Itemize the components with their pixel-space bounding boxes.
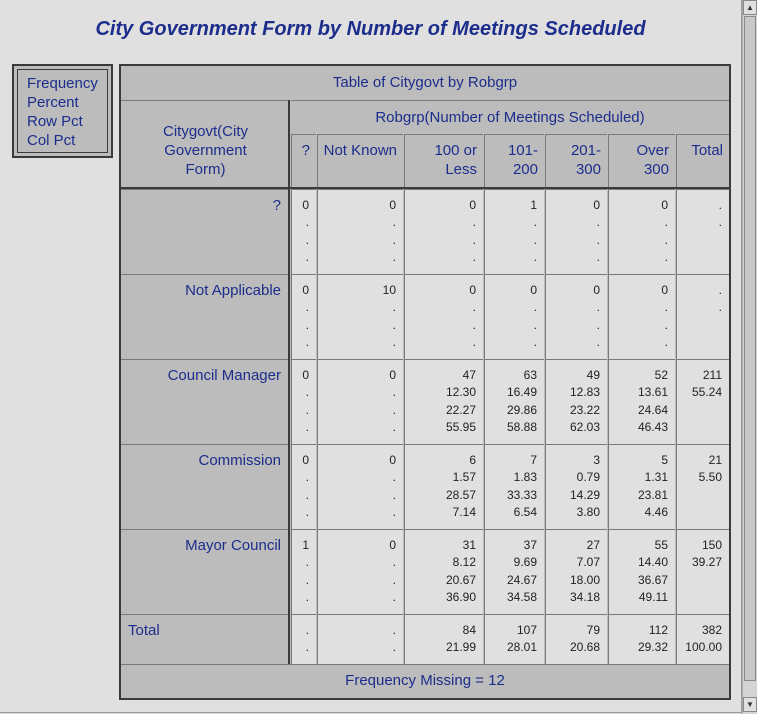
column-header	[676, 134, 729, 187]
column-variable-label: Robgrp(Number of Meetings Scheduled)	[375, 109, 645, 126]
cell-value: .	[392, 317, 396, 332]
cell-value: 1.31	[644, 470, 668, 485]
table-cell	[484, 529, 544, 614]
cell-value: .	[472, 300, 476, 315]
vertical-scrollbar[interactable]	[742, 0, 757, 714]
cell-value: 29.32	[637, 640, 668, 655]
table-cell	[484, 444, 544, 529]
column-header-label: Not Known	[323, 142, 397, 159]
table-cell	[291, 444, 316, 529]
cell-value: 12.83	[569, 385, 600, 400]
cell-value: 0	[389, 538, 396, 552]
cell-value: .	[392, 215, 396, 230]
cell-value: 0	[302, 198, 309, 212]
cell-value: 36.67	[637, 572, 668, 587]
cell-value: .	[472, 232, 476, 247]
table-cell	[545, 614, 607, 664]
table-cell	[608, 359, 675, 444]
cell-value: 52	[654, 368, 668, 382]
cell-value: 1.57	[452, 470, 476, 485]
column-header-label: 201-300	[570, 142, 601, 178]
row-label: Council Manager	[167, 367, 281, 384]
legend-item: Frequency	[27, 75, 98, 92]
row-label: Total	[128, 622, 160, 639]
table-cell	[291, 359, 316, 444]
scroll-down-icon[interactable]: ▼	[743, 697, 757, 712]
cell-value: .	[718, 198, 722, 212]
cell-value: 47	[462, 368, 476, 382]
cell-value: .	[664, 249, 668, 264]
cell-value: .	[305, 419, 309, 434]
table-cell	[404, 444, 483, 529]
cell-value: 27	[586, 538, 600, 552]
row-label: Commission	[198, 452, 281, 469]
cell-value: 29.86	[506, 402, 537, 417]
cell-value: .	[392, 487, 396, 502]
cell-value: 112	[648, 623, 668, 637]
cell-value: 46.43	[637, 419, 668, 434]
cell-value: 28.01	[506, 640, 537, 655]
cell-value: .	[718, 215, 722, 230]
cell-value: .	[664, 334, 668, 349]
cell-value: .	[533, 334, 537, 349]
cell-value: .	[305, 589, 309, 604]
legend-item: Row Pct	[27, 113, 83, 130]
cell-value: 49.11	[638, 589, 668, 604]
cell-value: 14.29	[569, 487, 600, 502]
cell-value: 0	[389, 453, 396, 467]
column-header	[291, 134, 316, 187]
cell-value: .	[305, 249, 309, 264]
cell-value: 5.50	[698, 470, 722, 485]
column-header-label: 100 or Less	[434, 142, 477, 178]
cell-value: .	[392, 640, 396, 655]
column-header	[608, 134, 675, 187]
row-variable-label: Citygovt(City Government Form)	[162, 123, 248, 178]
table-cell	[404, 189, 483, 274]
column-header	[545, 134, 607, 187]
cell-value: 20.68	[569, 640, 600, 655]
cell-value: .	[472, 249, 476, 264]
cell-value: 3	[593, 453, 600, 467]
cell-value: .	[392, 249, 396, 264]
cell-value: 21	[708, 453, 722, 467]
cell-value: 100.00	[685, 640, 722, 655]
cell-value: 0	[302, 368, 309, 382]
row-variable-header	[121, 100, 290, 187]
cell-value: .	[596, 334, 600, 349]
column-header-label: Total	[691, 142, 723, 159]
cell-value: .	[305, 385, 309, 400]
cell-value: 0	[661, 198, 668, 212]
cell-value: 6.54	[513, 504, 537, 519]
cell-value: 24.64	[637, 402, 668, 417]
table-caption-text: Table of Citygovt by Robgrp	[332, 74, 518, 91]
row-header	[121, 529, 288, 614]
cell-value: .	[596, 215, 600, 230]
table-cell	[545, 274, 607, 359]
row-label: Not Applicable	[185, 282, 281, 299]
cell-value: 0	[593, 283, 600, 297]
table-cell	[317, 444, 403, 529]
cell-value: .	[305, 504, 309, 519]
table-cell	[404, 614, 483, 664]
column-header-label: 101-200	[507, 142, 538, 178]
cell-value: 0	[302, 283, 309, 297]
cell-value: 1	[530, 198, 537, 212]
table-cell	[291, 189, 316, 274]
table-cell	[608, 529, 675, 614]
cell-value: 12.30	[445, 385, 476, 400]
cell-value: .	[533, 232, 537, 247]
cell-value: 150	[701, 538, 722, 552]
column-header	[484, 134, 544, 187]
cell-value: .	[305, 300, 309, 315]
table-cell	[608, 189, 675, 274]
cell-value: 0	[389, 368, 396, 382]
cell-value: .	[533, 300, 537, 315]
table-cell	[291, 614, 316, 664]
cell-value: .	[392, 232, 396, 247]
cell-value: .	[392, 470, 396, 485]
cell-value: 23.81	[637, 487, 668, 502]
table-footer	[121, 664, 729, 696]
cell-value: 211	[702, 368, 722, 382]
cell-value: 14.40	[637, 555, 668, 570]
cell-value: 37	[523, 538, 537, 552]
cell-value: 0	[469, 283, 476, 297]
table-cell	[608, 444, 675, 529]
cell-value: 58.88	[506, 419, 537, 434]
cell-value: 0	[469, 198, 476, 212]
cell-value: .	[718, 300, 722, 315]
cell-value: .	[392, 300, 396, 315]
cell-value: .	[392, 589, 396, 604]
cell-value: .	[533, 215, 537, 230]
cell-value: 18.00	[569, 572, 600, 587]
cell-value: .	[664, 232, 668, 247]
table-cell	[608, 614, 675, 664]
cell-value: .	[664, 300, 668, 315]
cell-value: 3.80	[576, 504, 600, 519]
cell-value: .	[533, 249, 537, 264]
table-cell	[317, 189, 403, 274]
column-header	[317, 134, 403, 187]
cell-value: .	[305, 232, 309, 247]
table-cell	[545, 189, 607, 274]
cell-value: 55.95	[445, 419, 476, 434]
cell-value: .	[392, 334, 396, 349]
table-cell	[676, 444, 729, 529]
cell-value: .	[533, 317, 537, 332]
cell-value: 20.67	[445, 572, 476, 587]
cell-value: 55.24	[691, 385, 722, 400]
cell-contents-legend	[12, 64, 113, 158]
cell-value: .	[305, 470, 309, 485]
cell-value: 34.58	[506, 589, 537, 604]
table-cell	[676, 614, 729, 664]
cell-value: 23.22	[569, 402, 600, 417]
cell-value: .	[596, 317, 600, 332]
cell-value: 49	[586, 368, 600, 382]
cell-value: 6	[469, 453, 476, 467]
cell-value: 0	[302, 453, 309, 467]
cell-value: 24.67	[506, 572, 537, 587]
cell-value: 31	[462, 538, 476, 552]
cell-value: 382	[701, 623, 722, 637]
table-cell	[317, 274, 403, 359]
cell-value: .	[392, 504, 396, 519]
cell-value: 10	[382, 283, 396, 297]
cell-value: 62.03	[569, 419, 600, 434]
table-cell	[484, 189, 544, 274]
cell-value: .	[664, 215, 668, 230]
cell-value: 8.12	[452, 555, 476, 570]
scroll-up-icon[interactable]: ▲	[743, 0, 757, 15]
table-cell	[484, 614, 544, 664]
cell-value: .	[718, 283, 722, 297]
cell-value: 16.49	[506, 385, 537, 400]
table-cell	[484, 274, 544, 359]
table-cell	[608, 274, 675, 359]
row-header	[121, 444, 288, 529]
table-cell	[291, 274, 316, 359]
table-cell	[291, 529, 316, 614]
table-cell	[676, 189, 729, 274]
cell-value: .	[392, 419, 396, 434]
legend-item: Percent	[27, 94, 79, 111]
cell-value: .	[472, 334, 476, 349]
cell-value: 4.46	[644, 504, 668, 519]
cell-value: 63	[523, 368, 537, 382]
cell-value: .	[392, 572, 396, 587]
cell-value: 33.33	[506, 487, 537, 502]
cell-value: 84	[462, 623, 476, 637]
cell-value: 28.57	[445, 487, 476, 502]
frequency-missing-note: Frequency Missing = 12	[345, 672, 505, 689]
cell-value: .	[596, 300, 600, 315]
page-title: City Government Form by Number of Meetings Scheduled	[95, 18, 646, 40]
cell-value: 39.27	[691, 555, 722, 570]
cell-value: .	[305, 317, 309, 332]
cell-value: 55	[654, 538, 668, 552]
cell-value: 21.99	[445, 640, 476, 655]
table-cell	[404, 359, 483, 444]
cell-value: .	[305, 215, 309, 230]
table-cell	[317, 529, 403, 614]
cell-value: 7.14	[452, 504, 476, 519]
row-header	[121, 359, 288, 444]
total-row-header	[121, 614, 288, 664]
cell-value: 22.27	[445, 402, 476, 417]
legend-list	[17, 69, 108, 153]
cell-value: .	[305, 402, 309, 417]
cell-value: .	[392, 623, 396, 637]
column-header	[404, 134, 483, 187]
cell-value: .	[305, 623, 309, 637]
table-cell	[404, 274, 483, 359]
cell-value: .	[392, 555, 396, 570]
crosstab-table	[119, 64, 731, 700]
cell-value: 36.90	[445, 589, 476, 604]
row-header-divider	[288, 100, 290, 666]
cell-value: 7.07	[576, 555, 600, 570]
column-header-label: Over 300	[636, 142, 669, 178]
column-variable-header	[291, 100, 729, 134]
cell-value: .	[305, 334, 309, 349]
scroll-thumb[interactable]	[744, 16, 756, 681]
cell-value: .	[596, 232, 600, 247]
column-header-label: ?	[301, 142, 310, 159]
table-cell	[676, 529, 729, 614]
table-caption	[121, 66, 729, 100]
cell-value: 5	[661, 453, 668, 467]
cell-value: 1.83	[513, 470, 537, 485]
cell-value: 1	[302, 538, 309, 552]
table-cell	[317, 359, 403, 444]
cell-value: 9.69	[513, 555, 537, 570]
row-header	[121, 274, 288, 359]
cell-value: .	[472, 317, 476, 332]
row-label: ?	[272, 197, 281, 214]
cell-value: 0	[593, 198, 600, 212]
cell-value: 0.79	[576, 470, 600, 485]
row-label: Mayor Council	[185, 537, 281, 554]
table-cell	[317, 614, 403, 664]
cell-value: 0	[661, 283, 668, 297]
table-cell	[545, 359, 607, 444]
legend-item: Col Pct	[27, 132, 76, 149]
cell-value: 107	[516, 623, 537, 637]
table-cell	[545, 444, 607, 529]
table-cell	[676, 274, 729, 359]
cell-value: .	[392, 385, 396, 400]
cell-value: 13.61	[637, 385, 668, 400]
cell-value: 0	[389, 198, 396, 212]
cell-value: .	[472, 215, 476, 230]
table-cell	[404, 529, 483, 614]
cell-value: .	[664, 317, 668, 332]
cell-value: .	[392, 402, 396, 417]
cell-value: 79	[586, 623, 600, 637]
cell-value: .	[305, 555, 309, 570]
cell-value: 34.18	[569, 589, 600, 604]
cell-value: 0	[530, 283, 537, 297]
row-header	[121, 189, 288, 274]
cell-value: .	[305, 640, 309, 655]
table-cell	[545, 529, 607, 614]
cell-value: 7	[530, 453, 537, 467]
cell-value: .	[305, 487, 309, 502]
cell-value: .	[305, 572, 309, 587]
table-cell	[484, 359, 544, 444]
cell-value: .	[596, 249, 600, 264]
table-cell	[676, 359, 729, 444]
